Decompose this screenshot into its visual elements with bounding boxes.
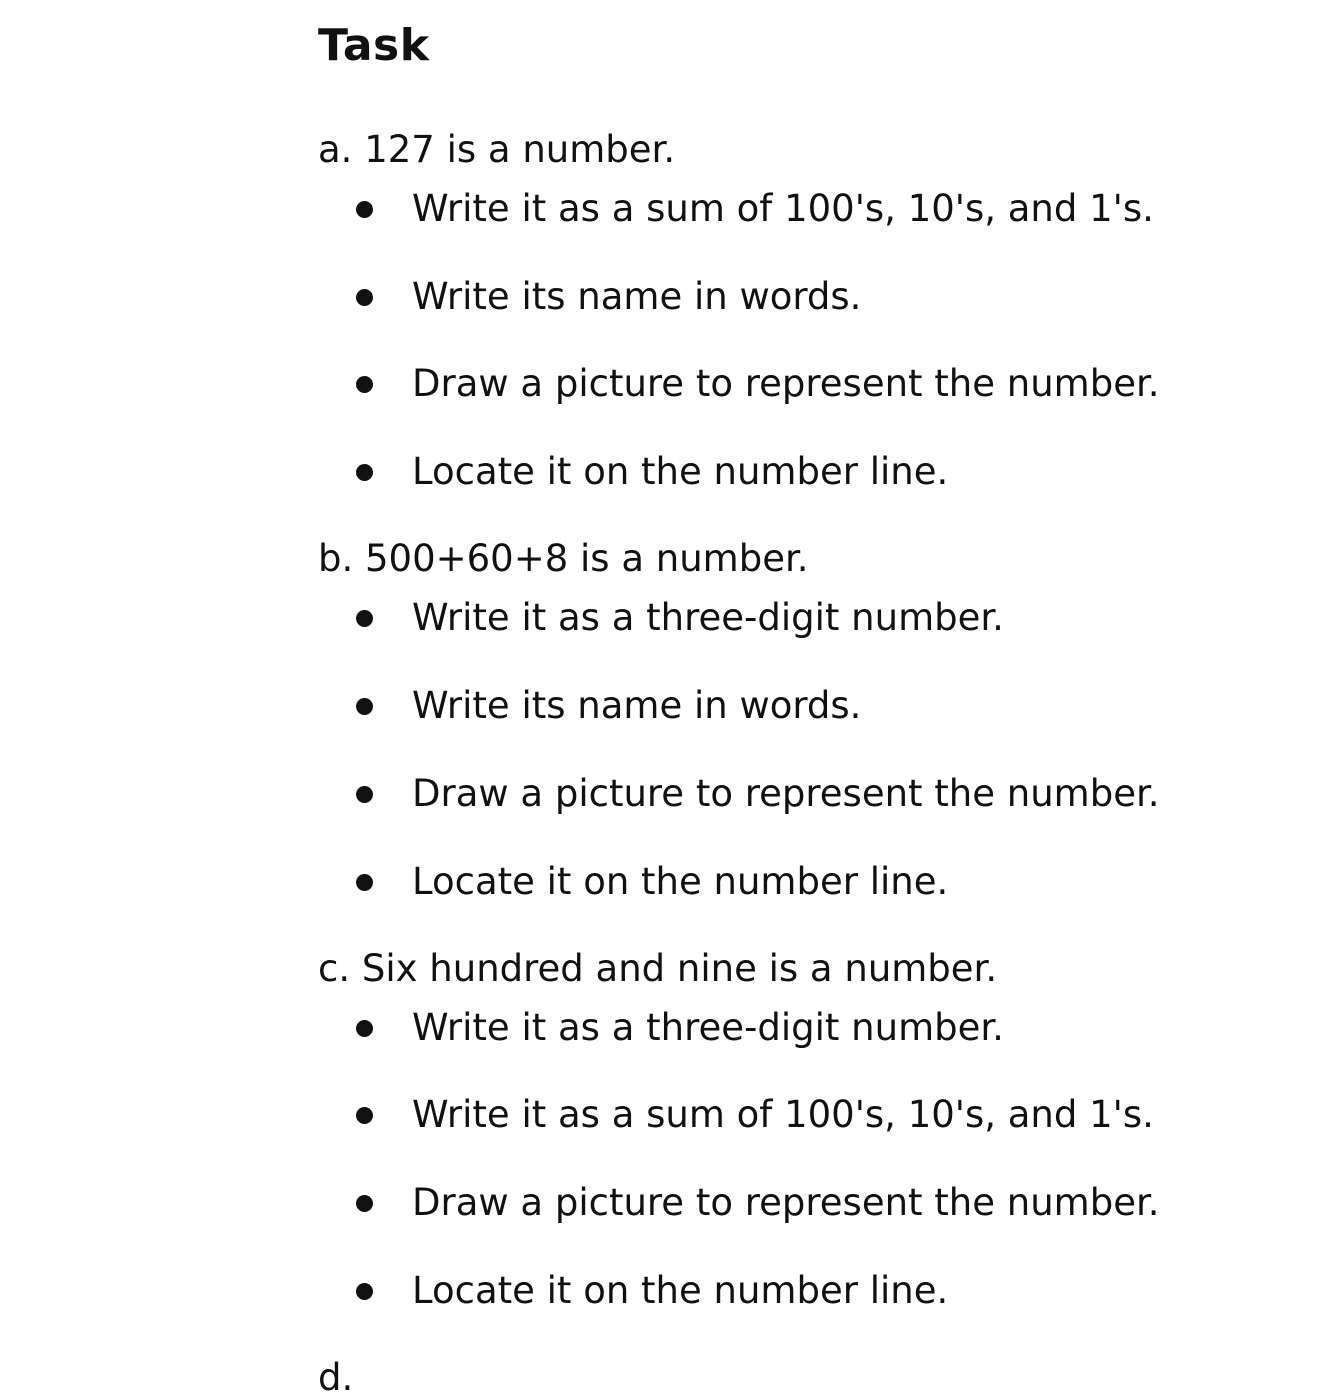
task-a-bullet-1: Write it as a sum of 100's, 10's, and 1's. (412, 187, 1154, 230)
task-a-bullet-2: Write its name in words. (412, 275, 862, 318)
bullet-icon (356, 698, 373, 715)
task-item-c-label: c. Six hundred and nine is a number. (318, 947, 998, 990)
bullet-icon (356, 289, 373, 306)
bullet-icon (356, 376, 373, 393)
bullet-icon (356, 786, 373, 803)
task-item-a-label: a. 127 is a number. (318, 128, 676, 171)
bullet-icon (356, 610, 373, 627)
task-c-bullet-4: Locate it on the number line. (412, 1269, 949, 1312)
bullet-icon (356, 1020, 373, 1037)
task-b-bullet-4: Locate it on the number line. (412, 860, 949, 903)
bullet-icon (356, 1283, 373, 1300)
task-b-bullet-2: Write its name in words. (412, 684, 862, 727)
bullet-icon (356, 874, 373, 891)
task-a-bullet-4: Locate it on the number line. (412, 450, 949, 493)
bullet-icon (356, 1195, 373, 1212)
task-document (318, 0, 1298, 1398)
bullet-icon (356, 464, 373, 481)
page-title: Task (318, 20, 430, 71)
task-c-bullet-2: Write it as a sum of 100's, 10's, and 1's. (412, 1093, 1154, 1136)
task-item-b-label: b. 500+60+8 is a number. (318, 537, 809, 580)
task-b-bullet-3: Draw a picture to represent the number. (412, 772, 1160, 815)
bullet-icon (356, 201, 373, 218)
task-a-bullet-3: Draw a picture to represent the number. (412, 362, 1160, 405)
task-b-bullet-1: Write it as a three-digit number. (412, 596, 1004, 639)
task-c-bullet-1: Write it as a three-digit number. (412, 1006, 1004, 1049)
task-item-d-label: d. (318, 1356, 354, 1398)
task-c-bullet-3: Draw a picture to represent the number. (412, 1181, 1160, 1224)
bullet-icon (356, 1107, 373, 1124)
